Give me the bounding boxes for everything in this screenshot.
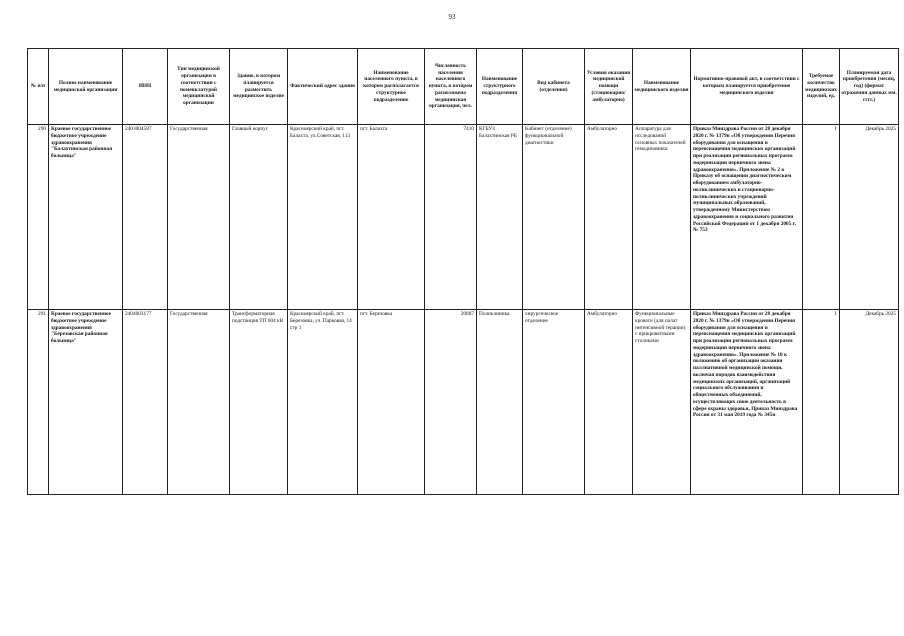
row-type: Государственная <box>168 125 230 310</box>
table-row <box>28 125 899 310</box>
header-cabinet: Вид кабинета (отделения) <box>523 49 585 125</box>
row-conditions: Амбулаторно <box>585 125 633 310</box>
row-date: Декабрь 2025 <box>840 125 899 310</box>
row-num: 291 <box>28 310 49 495</box>
header-type: Тип медицинской организации в соответствии с номенклатурой медицинской организации <box>168 49 230 125</box>
row-act: Приказ Минздрава России от 28 декабря 2020 г. № 1379н «Об утверждении Перечня оборудования для оснащения и переоснащения медицинских организаций при реализации региональных программ модернизации первичного звена здравоохранения». Приложение № 10 к положению об организации оказания паллиативной медицинской помощи, включая порядок взаимодействия медицинских организаций, организаций социального обслуживания и общественных объединений, осуществляющих свою деятельность в сфере охраны здоровья, Приказ Минздрава России от 31 мая 2019 года № 345н <box>691 310 803 495</box>
header-row <box>28 49 899 125</box>
header-date: Планируемая дата приобретения (месяц, год) (формат отражения данных мм. гггг.) <box>840 49 899 125</box>
row-act: Приказ Минздрава России от 28 декабря 2020 г. № 1379н «Об утверждении Перечня оборудования для оснащения и переоснащения медицинских организаций при реализации региональных программ модернизации первичного звена здравоохранения». Приложение № 2 к Приказу об оснащении диагностическим оборудованием амбулаторно-поликлинических и стационарно-поликлинических учреждений муниципальных образований, утвержденному Министерством здравоохранения и социального развития Российской Федерации от 1 декабря 2005 г. № 753 <box>691 125 803 310</box>
row-address: Красноярский край, пгт. Балахта, ул.Советская, 113 <box>288 125 358 310</box>
header-inn: ИНН <box>123 49 168 125</box>
row-device: Функциональные кровати (для палат интенсивной терапии) с прикроватными столиками <box>633 310 691 495</box>
header-address: Фактический адрес здания <box>288 49 358 125</box>
row-device: Аппаратура для исследований основных показателей гемодинамики <box>633 125 691 310</box>
row-inn: 2404003177 <box>123 310 168 495</box>
page-number: 93 <box>448 13 456 21</box>
table-row <box>28 310 899 495</box>
header-building: Здание, в котором планируется разместить медицинское изделие <box>230 49 288 125</box>
row-subdivision: Поликлиника <box>477 310 523 495</box>
header-subdivision: Наименование структурного подразделения <box>477 49 523 125</box>
row-org: Краевое государственное бюджетное учреждение здравоохранения "Березовская районная больница" <box>49 310 123 495</box>
row-population: 7410 <box>425 125 477 310</box>
header-act: Нормативно-правовой акт, в соответствии с которым планируется приобретение медицинского изделия <box>691 49 803 125</box>
header-num: № п/п <box>28 49 49 125</box>
row-settlement: пгт. Балахта <box>358 125 425 310</box>
row-subdivision: КГБУЗ Балахтинская РБ <box>477 125 523 310</box>
row-conditions: Амбулаторно <box>585 310 633 495</box>
row-quantity: 1 <box>803 310 840 495</box>
row-settlement: пгт. Березовка <box>358 310 425 495</box>
header-org: Полное наименование медицинской организации <box>49 49 123 125</box>
row-num: 290 <box>28 125 49 310</box>
row-population: 20887 <box>425 310 477 495</box>
equipment-table <box>27 48 899 495</box>
header-population: Численность населения населенного пункта, в котором расположена медицинская организация, чел. <box>425 49 477 125</box>
header-device: Наименование медицинского изделия <box>633 49 691 125</box>
row-cabinet: Кабинет (отделение) функциональной диагностики <box>523 125 585 310</box>
header-conditions: Условия оказания медицинской помощи (стационарно/ амбулаторно) <box>585 49 633 125</box>
row-cabinet: хирургическое отделение <box>523 310 585 495</box>
row-address: Красноярский край, пгт. Березовка, ул. Парковая, 14 стр 1 <box>288 310 358 495</box>
row-quantity: 1 <box>803 125 840 310</box>
row-date: Декабрь 2025 <box>840 310 899 495</box>
row-org: Краевое государственное бюджетное учреждение здравоохранения "Балахтинская районная больница" <box>49 125 123 310</box>
row-type: Государственная <box>168 310 230 495</box>
row-inn: 2403004587 <box>123 125 168 310</box>
header-quantity: Требуемое количество медицинских изделий, ед. <box>803 49 840 125</box>
row-building: Главный корпус <box>230 125 288 310</box>
row-building: Трансформаторная подстанция ТП 604 кВ <box>230 310 288 495</box>
header-settlement: Наименование населенного пункта, в котором располагается структурное подразделение <box>358 49 425 125</box>
